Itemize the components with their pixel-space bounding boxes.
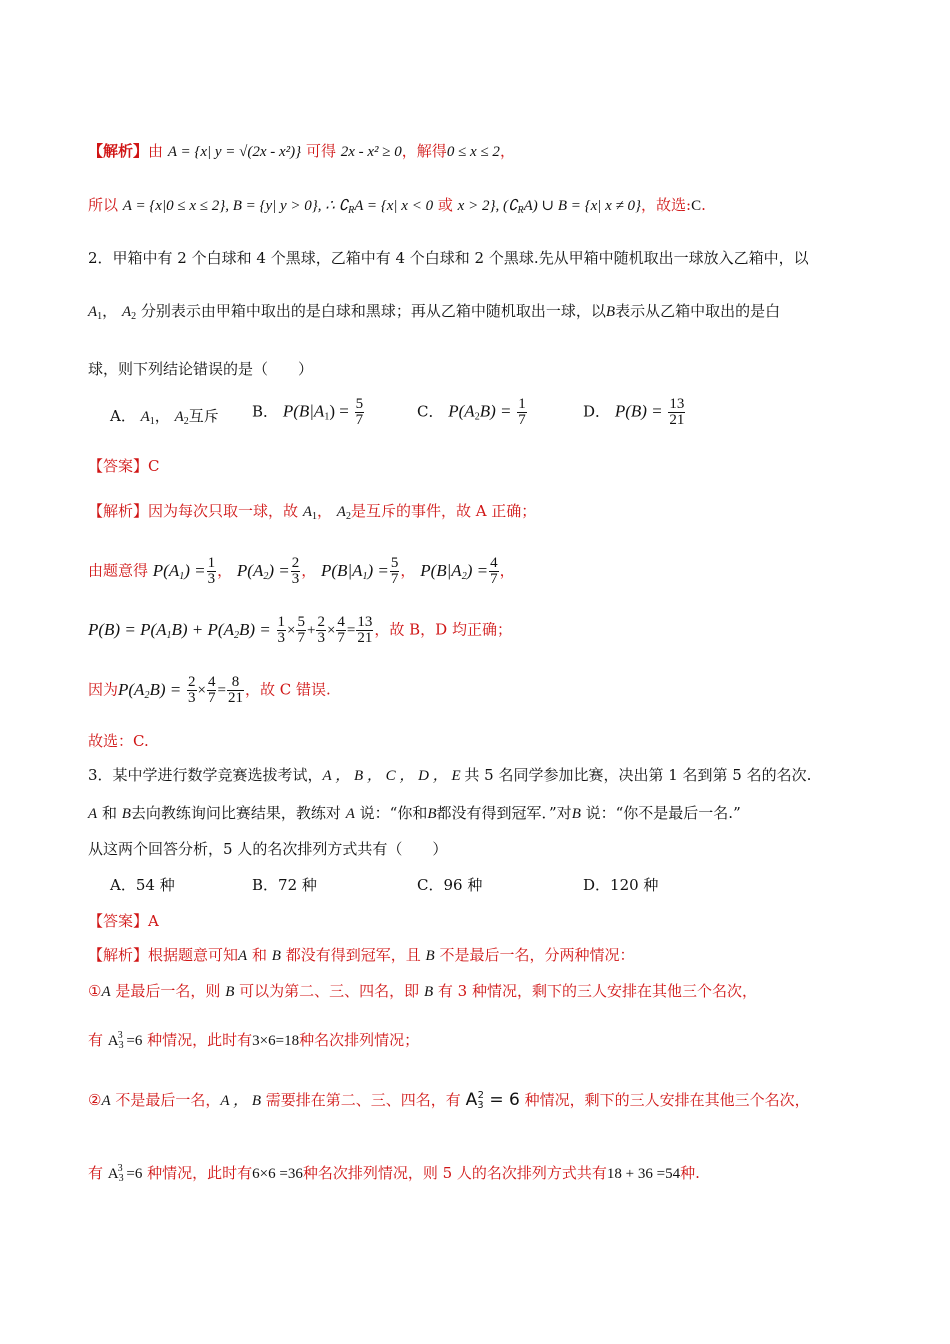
- plus: +: [306, 622, 316, 639]
- stem-text-2: 分别表示由甲箱中取出的是白球和黑球；再从乙箱中随机取出一球，以: [140, 302, 606, 320]
- sub-1: 1: [97, 311, 103, 322]
- q3-text-1: 3．某中学进行数学竞赛选拔考试，: [88, 766, 323, 784]
- case1-text-d: 有 3 种情况，剩下的三人安排在其他三个名次，: [437, 982, 757, 1000]
- analysis-text-3: ，故 B，D 均正确；: [374, 620, 512, 639]
- case2-A: A: [101, 1093, 111, 1109]
- analysis-tag: 【解析】: [88, 142, 149, 160]
- q3-letters: A ， B ， C ， D ， E: [322, 768, 465, 784]
- q3-option-B[interactable]: B．72 种: [252, 876, 317, 894]
- perm-A33: $A_3^3 =6$: [107, 1030, 143, 1051]
- frac-4-7: $\frac{4}{7}$: [490, 555, 498, 587]
- text-kede: 可得: [305, 142, 336, 160]
- q3-B: B: [121, 806, 131, 822]
- frac-a: $\frac{1}{3}$: [277, 614, 286, 646]
- q3-ana-1b: 和: [251, 946, 267, 964]
- q3-text-2a: 和: [101, 804, 117, 822]
- q3-ana-1a: 根据题意可知: [148, 946, 239, 964]
- q3-ana-B-2: B: [425, 948, 435, 964]
- case2-calc: 6×6 =36: [252, 1166, 303, 1182]
- times-2: ×: [326, 622, 336, 639]
- case2-mark: ②: [88, 1091, 102, 1109]
- perm-A32: $A_3^2 = 6$: [465, 1090, 520, 1111]
- case1-B: B: [225, 984, 235, 1000]
- case2-text-j: 种.: [680, 1164, 700, 1182]
- perm-A33-2: $A_3^3 =6$: [107, 1163, 143, 1184]
- analysis-text-4: 因为: [88, 680, 119, 699]
- sets-expression-2: A = {x| x < 0: [354, 198, 434, 214]
- analysis-A2: A: [336, 504, 346, 520]
- times-3: ×: [197, 682, 206, 699]
- case1-calc: 3×6=18: [252, 1033, 300, 1049]
- p-A2: $P(A_2)$ =: [236, 560, 290, 582]
- case2-text-f: 种情况，此时有: [147, 1164, 253, 1182]
- q3-analysis-line5: [88, 1158, 700, 1190]
- q3-analysis-line3: [88, 1025, 419, 1057]
- sub-R: R: [348, 205, 355, 216]
- q3-text-1b: 共 5 名同学参加比赛，决出第 1 名到第 5 名的名次.: [464, 766, 812, 784]
- q3-stem-line1: [88, 764, 811, 787]
- option-A-label: A．: [110, 407, 136, 425]
- case1-text-b: 是最后一名，则: [115, 982, 221, 1000]
- frac-1-3: $\frac{1}{3}$: [207, 555, 216, 587]
- q3-option-C[interactable]: C．96 种: [417, 876, 483, 894]
- q3-text-2e: 说：“你不是最后一名.”: [585, 804, 741, 822]
- q3-option-A[interactable]: A．54 种: [110, 876, 175, 894]
- q2-stem-line2: $A_1$， $A_2$ 分别表示由甲箱中取出的是白球和黑球；再从乙箱中随机取出一球，以B表示从乙箱中取出的是白: [88, 302, 781, 322]
- option-C-eq: B) =: [479, 401, 512, 421]
- frac-8-21: $\frac{8}{21}$: [227, 674, 243, 706]
- option-B-sub: 1: [324, 411, 330, 423]
- frac-2-3: $\frac{2}{3}$: [291, 555, 300, 587]
- p-A2B: $P(A_2B)$ =: [118, 679, 182, 701]
- option-C-expr: P(A: [448, 401, 475, 421]
- text-huo: 或: [437, 196, 453, 214]
- p-B-given-A2: $P(B|A_2)$ =: [420, 560, 489, 582]
- case2-text-d: 种情况，剩下的三人安排在其他三个名次，: [524, 1091, 810, 1109]
- q2-stem-line3: 球，则下列结论错误的是（ ）: [88, 360, 314, 378]
- case2-text-h: 种名次排列情况，则 5 人的名次排列方式共有: [302, 1164, 607, 1182]
- frac-b: $\frac{5}{7}$: [297, 614, 305, 646]
- case2-text-e: 有: [88, 1164, 104, 1182]
- q3-text-2b: 去向教练询问比赛结果，教练对: [130, 804, 341, 822]
- q3-text-2d: 都没有得到冠军．”对: [436, 804, 572, 822]
- text-guxuan: ，故选:: [641, 196, 692, 214]
- q3-A-2: A: [345, 806, 355, 822]
- q3-stem-line2: [88, 802, 741, 825]
- q2-analysis-line1: 【解析】因为每次只取一球，故 $A_1$， $A_2$是互斥的事件，故 A 正确；: [88, 502, 537, 522]
- sub-R-2: R: [517, 205, 524, 216]
- case1-B-2: B: [423, 984, 434, 1000]
- q1-analysis-line1: [88, 140, 515, 163]
- q3-analysis-line2: [88, 980, 757, 1003]
- q3-text-2c: 说：“你和: [359, 804, 428, 822]
- option-C-label: C．: [417, 402, 444, 421]
- analysis-text-4-conc: ，故 C 错误.: [244, 680, 331, 699]
- q2-option-A[interactable]: A． $A_1$， $A_2$互斥: [110, 407, 219, 427]
- q3-A: A: [88, 806, 98, 822]
- q2-answer: 【答案】C: [88, 457, 160, 475]
- option-D-fraction: $\frac{13}{21}$: [669, 396, 685, 428]
- sub-2: 2: [131, 311, 137, 322]
- case1-text-f: 种情况，此时有: [147, 1031, 253, 1049]
- q3-analysis-line4: [88, 1085, 810, 1117]
- case2-text-c: 需要排在第二、三、四名，有: [265, 1091, 461, 1109]
- option-C-sub: 2: [474, 411, 480, 423]
- frac-c: $\frac{2}{3}$: [317, 614, 325, 646]
- q3-ana-1c: 都没有得到冠军，且: [285, 946, 421, 964]
- option-B-label: B．: [252, 402, 279, 421]
- option-A-text: 互斥: [188, 407, 219, 425]
- option-D-expr: P(B) =: [614, 401, 663, 421]
- case1-mark: ①: [88, 982, 102, 1000]
- p-B-given-A1: $P(B|A_1)$ =: [321, 560, 389, 582]
- total-prob-lhs: $P(B) = P(A_1B) + P(A_2B)$ =: [88, 619, 271, 641]
- option-B-expr: P(B|A: [282, 401, 325, 421]
- q3-answer: 【答案】A: [88, 912, 159, 930]
- q3-ana-B: B: [271, 948, 281, 964]
- event-A1: A: [88, 304, 98, 320]
- q2-analysis-line3: [88, 615, 512, 647]
- q3-analysis-line1: [88, 944, 635, 967]
- q3-B-3: B: [571, 806, 581, 822]
- total-calc: 18 + 36 =54: [606, 1166, 681, 1182]
- p-A1: $P(A_1)$ =: [152, 560, 206, 582]
- solution-range: 0 ≤ x ≤ 2: [446, 144, 500, 160]
- analysis-text-1: 因为每次只取一球，故: [148, 502, 299, 520]
- q2-option-C[interactable]: [417, 397, 528, 428]
- frac-e: $\frac{2}{3}$: [188, 674, 196, 706]
- equals: =: [346, 622, 356, 639]
- frac-5-7: $\frac{5}{7}$: [390, 555, 399, 587]
- text-suoyi: 所以: [88, 196, 119, 214]
- q3-stem-line3: 从这两个回答分析，5 人的名次排列方式共有（ ）: [88, 840, 448, 858]
- q3-ana-A: A: [238, 948, 248, 964]
- event-A2: A: [121, 304, 132, 320]
- answer-letter: C: [691, 198, 702, 214]
- analysis-tag: 【解析】: [88, 946, 149, 964]
- option-A-sub2: 2: [183, 416, 189, 427]
- q2-stem-line1: 2．甲箱中有 2 个白球和 4 个黑球，乙箱中有 4 个白球和 2 个黑球.先从甲箱中随机取出一球放入乙箱中，以: [88, 249, 809, 267]
- case1-text-h: 种名次排列情况；: [299, 1031, 420, 1049]
- q2-option-D[interactable]: [583, 397, 686, 428]
- option-A-A2: A: [174, 409, 184, 425]
- q3-B-2: B: [427, 806, 437, 822]
- case2-text-b: 不是最后一名，: [115, 1091, 221, 1109]
- text-jiede: ，解得: [401, 142, 447, 160]
- text-dot: .: [701, 196, 706, 214]
- case1-A: A: [101, 984, 111, 1000]
- frac-13-21: $\frac{13}{21}$: [357, 614, 373, 646]
- q1-analysis-line2: [88, 194, 706, 222]
- sets-expression-3: x > 2}, (∁: [457, 198, 518, 214]
- stem-text-3: 表示从乙箱中取出的是白: [615, 302, 781, 320]
- option-B-fraction: $\frac{5}{7}$: [355, 396, 364, 428]
- sets-expression-1: A = {x|0 ≤ x ≤ 2}, B = {y| y > 0}, ∴ ∁: [122, 198, 349, 214]
- case1-text-e: 有: [88, 1031, 104, 1049]
- text-you: 由: [148, 142, 164, 160]
- inequality: 2x - x² ≥ 0: [340, 144, 402, 160]
- times-1: ×: [287, 622, 296, 639]
- option-A-sub1: 1: [149, 416, 155, 427]
- analysis-A1: A: [302, 504, 312, 520]
- frac-d: $\frac{4}{7}$: [337, 614, 345, 646]
- q2-final: 故选：C.: [88, 732, 149, 750]
- option-D-label: D．: [583, 402, 611, 421]
- text-comma: ，: [499, 142, 515, 160]
- case2-A-B: A ， B: [220, 1093, 261, 1109]
- event-B: B: [605, 304, 616, 320]
- q3-ana-1d: 不是最后一名，分两种情况：: [439, 946, 635, 964]
- analysis-text-2: 由题意得: [88, 561, 149, 580]
- analysis-sub2: 2: [345, 511, 351, 522]
- q3-option-D[interactable]: D．120 种: [583, 876, 659, 894]
- option-C-fraction: $\frac{1}{7}$: [518, 396, 526, 428]
- option-B-eq: ) =: [329, 401, 349, 421]
- q2-analysis-line2: 由题意得 $P(A_1)$ = $\frac{1}{3}$ ， $P(A_2)$ = $\frac{2}{3}$ ， $P(B|A_1)$ = $\frac{5}{7}$ ， $P(B|A_2)$ = $\frac{4}{7}$ ，: [88, 555, 515, 587]
- analysis-tag: 【解析】: [88, 502, 149, 520]
- case1-text-c: 可以为第二、三、四名，即: [239, 982, 420, 1000]
- q2-option-B[interactable]: [252, 397, 365, 428]
- option-A-A1: A: [140, 409, 150, 425]
- sets-expression-4: A) ∪ B = {x| x ≠ 0}: [523, 198, 642, 214]
- frac-f: $\frac{4}{7}$: [207, 674, 216, 706]
- q2-analysis-line4: [88, 675, 331, 707]
- analysis-text-1b: 是互斥的事件，故 A 正确；: [350, 502, 537, 520]
- analysis-sub1: 1: [311, 511, 317, 522]
- set-A-definition: A = {x| y = √(2x - x²)}: [167, 144, 302, 160]
- equals-2: =: [217, 682, 226, 699]
